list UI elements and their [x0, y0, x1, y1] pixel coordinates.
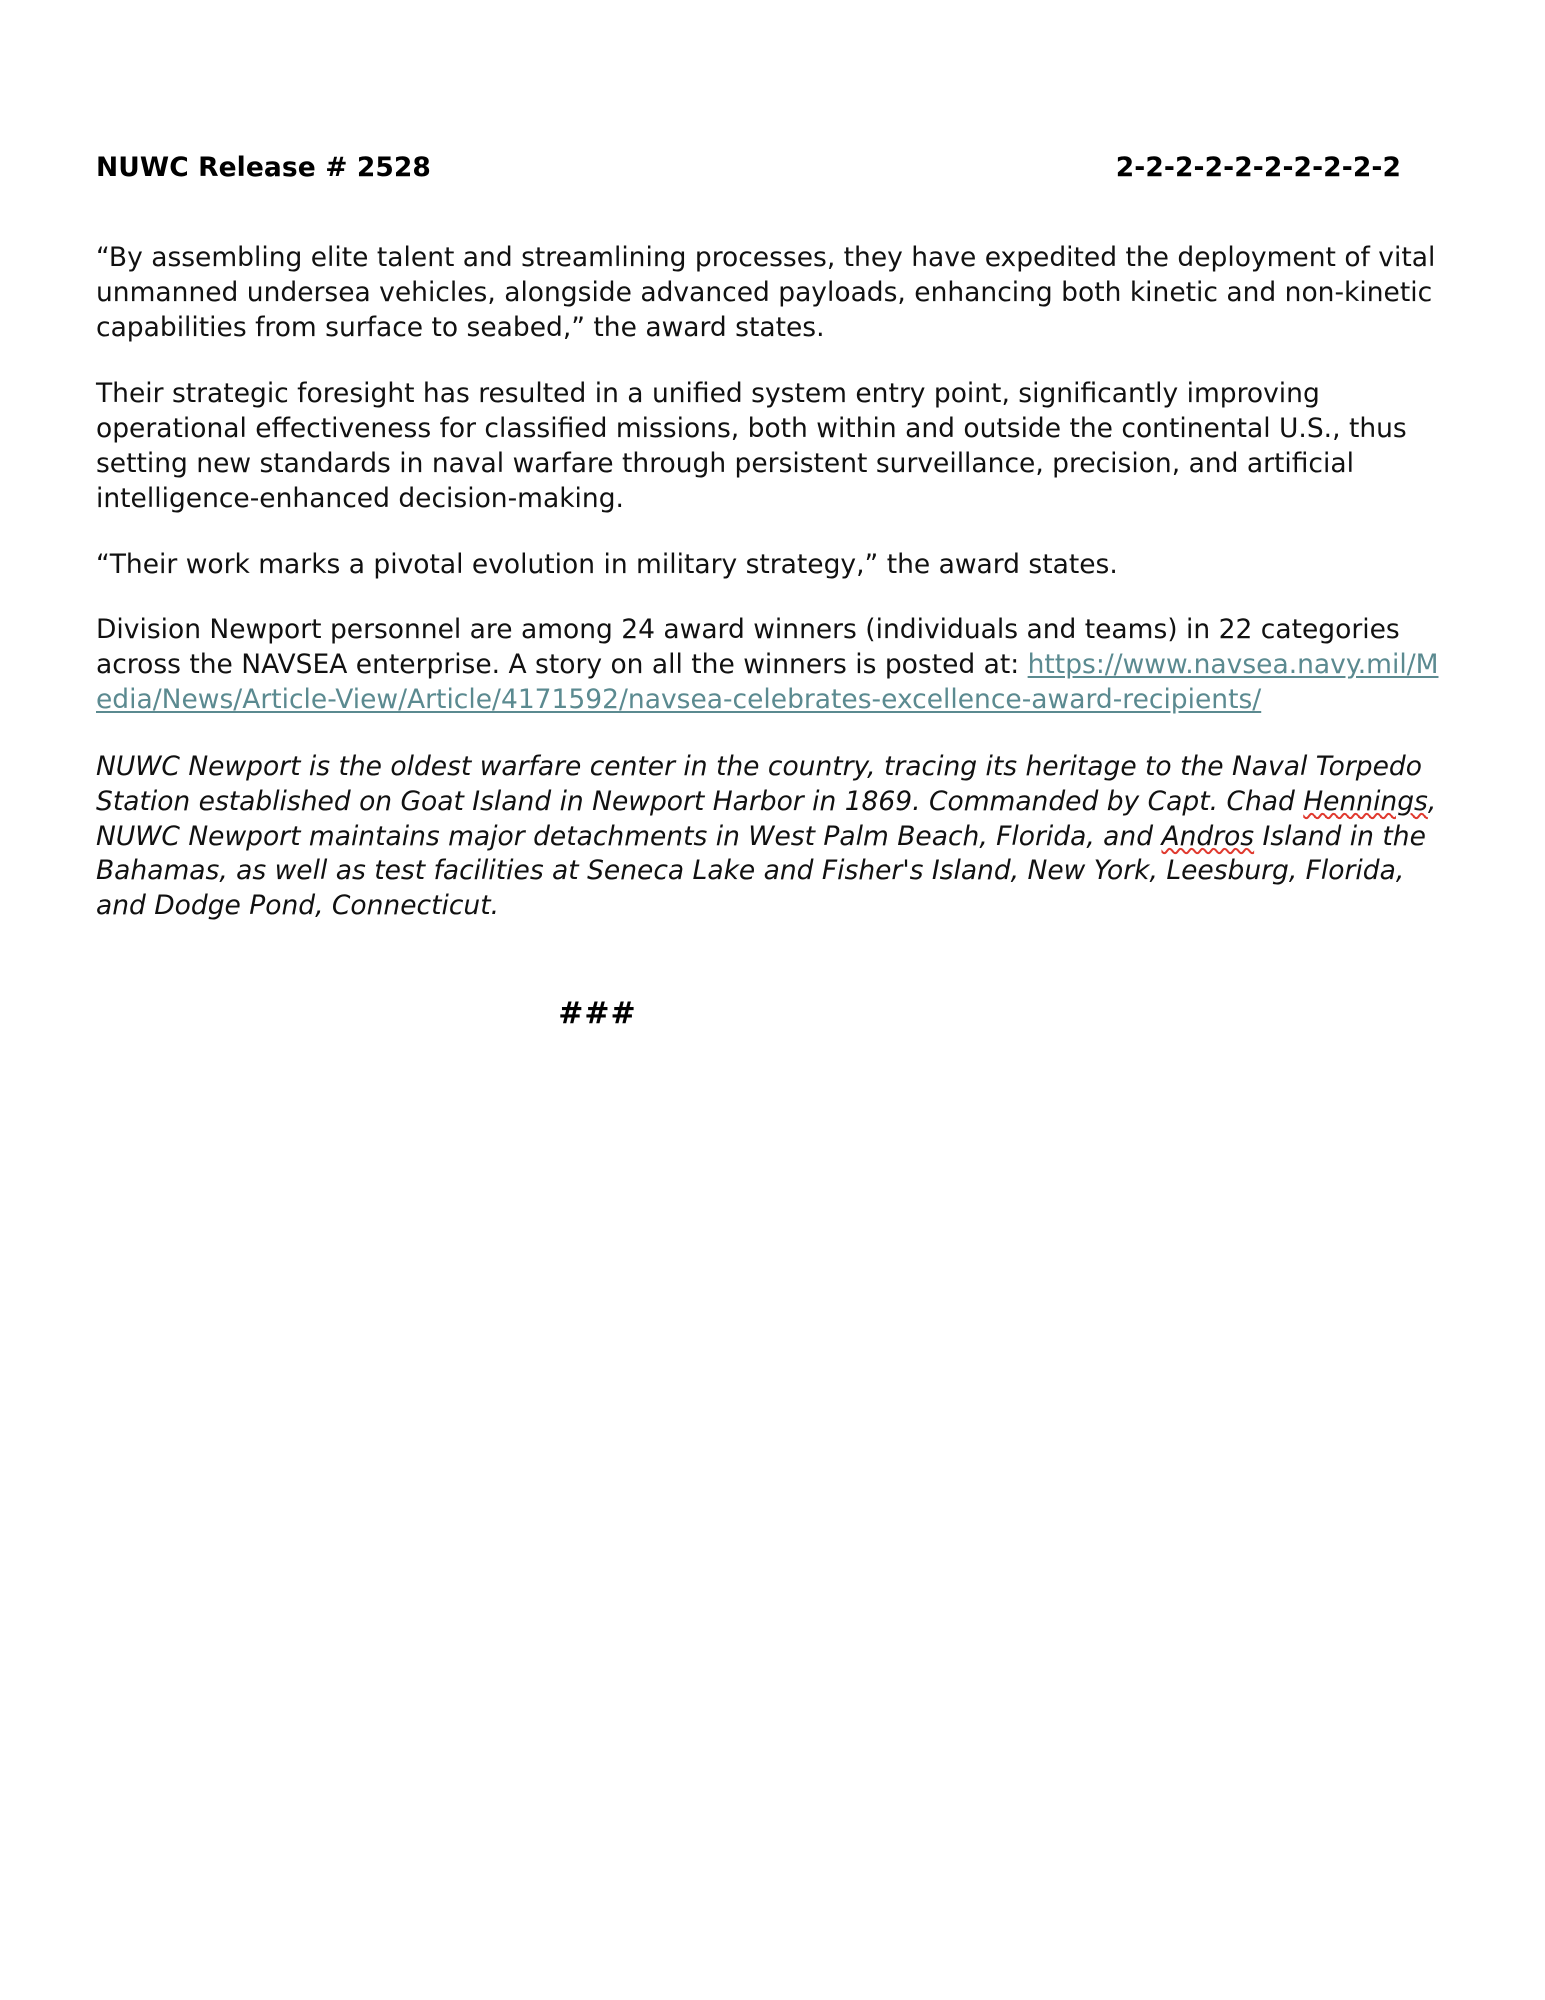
running-header [96, 152, 1449, 183]
page-content [96, 0, 1449, 1031]
paragraph-boilerplate [96, 750, 1449, 925]
paragraph-award-winners [96, 612, 1449, 718]
boilerplate-text-part-3: Island in the Bahamas, as well as test facilities at Seneca Lake and Fisher's Island, New York, Leesburg, Florida, and Dodge Pond, Connecticut. [96, 820, 1426, 922]
spellcheck-word-hennings: Hennings [1303, 785, 1428, 817]
navsea-article-link[interactable]: https://www.navsea.navy.mil/Media/News/Article-View/Article/4171592/navsea-celebrates-excellence-award-recipients/ [96, 649, 1439, 716]
spellcheck-word-andros: Andros [1161, 820, 1255, 852]
boilerplate-text-part-2: , NUWC Newport maintains major detachments in West Palm Beach, Florida, and [96, 785, 1437, 852]
paragraph-strategic-foresight: Their strategic foresight has resulted in a unified system entry point, significantly improving operational effectiveness for classified missions, both within and outside the continental U.S., thus setting new standards in naval warfare through persistent surveillance, precision, and artificial intelligence-enhanced decision-making. [96, 377, 1407, 515]
paragraph-quote-deployment: “By assembling elite talent and streamlining processes, they have expedited the deployment of vital unmanned undersea vehicles, alongside advanced payloads, enhancing both kinetic and non-kinetic capabilities from surface to seabed,” the award states. [96, 242, 1436, 344]
release-number-label: NUWC Release # 2528 [96, 152, 431, 183]
end-of-release-mark: ### [558, 996, 637, 1032]
document-body [96, 240, 1449, 1031]
boilerplate-text-part-1: NUWC Newport is the oldest warfare center in the country, tracing its heritage to the Naval Torpedo Station established on Goat Island in Newport Harbor in 1869. Commanded by Capt. Chad [96, 750, 1422, 817]
page-continuation-marker: 2-2-2-2-2-2-2-2-2-2 [1115, 152, 1401, 183]
award-winners-text: Division Newport personnel are among 24 award winners (individuals and teams) in 22 categories across the NAVSEA enterprise. A story on all the winners is posted at: [96, 613, 1400, 681]
paragraph-quote-pivotal: “Their work marks a pivotal evolution in military strategy,” the award states. [96, 548, 1118, 580]
